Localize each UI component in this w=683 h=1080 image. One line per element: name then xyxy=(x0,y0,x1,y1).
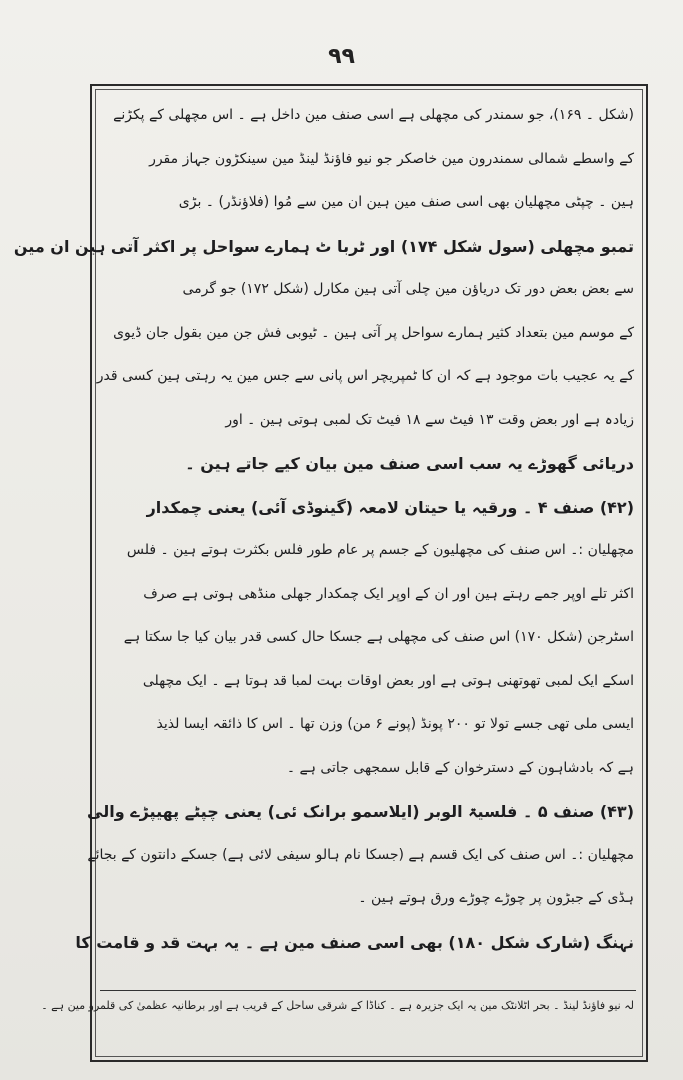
text-line: مچھلیان :۔ اس صنف کی ایک قسم ہے (جسکا نام ہالو سیفی لائی ہے) جسکے دانتون کے بجائے xyxy=(87,846,634,863)
text-line: زیادہ ہے اور بعض وقت ۱۳ فیٹ سے ۱۸ فیٹ تک لمبی ہوتی ہین ۔ اور xyxy=(225,411,634,428)
text-line: اسکے ایک لمبی تھوتھنی ہوتی ہے اور بعض اوقات بہت لمبا قد ہوتا ہے ۔ ایک مچھلی xyxy=(142,672,634,689)
text-line: نہنگ (شارک شکل ۱۸۰) بھی اسی صنف مین ہے ۔ یہ بہت قد و قامت کا xyxy=(75,932,634,952)
text-line: سے بعض بعض دور تک دریاؤن مین چلی آتی ہین مکارل (شکل ۱۷۲) جو گرمی xyxy=(182,281,634,297)
text-line: اسٹرجن (شکل ۱۷۰) اس صنف کی مچھلی ہے جسکا حال کسی قدر بیان کیا جا سکتا ہے xyxy=(123,629,634,645)
section-heading: (۴۳) صنف ۵ ۔ فلسیۃ الوبر (ایلاسمو برانک ئی) یعنی چپٹے پھیپڑے والی xyxy=(87,802,634,821)
text-line: کے موسم مین بتعداد کثیر ہمارے سواحل پر آتی ہین ۔ ٹیوبی فش جن مین بقول جان ڈیوی xyxy=(113,324,634,341)
text-line: (شکل ۔ ۱۶۹)، جو سمندر کی مچھلی ہے اسی صنف مین داخل ہے ۔ اس مچھلی کے پکڑنے xyxy=(113,107,634,123)
body-text xyxy=(13,94,634,964)
section-heading: (۴۲) صنف ۴ ۔ ورقیہ یا حیتان لامعہ (گینوڈی آئی) یعنی چمکدار xyxy=(146,497,634,517)
text-line: ایسی ملی تھی جسے تولا تو ۲۰۰ پونڈ (پونے ۶ من) وزن تھا ۔ اس کا ذائقہ ایسا لذیذ xyxy=(156,716,634,732)
text-line: ہڈی کے جبڑون پر چوڑے چوڑے ورق ہوتے ہین ۔ xyxy=(358,890,634,906)
text-line: مچھلیان :۔ اس صنف کی مچھلیون کے جسم پر عام طور فلس بکثرت ہوتے ہین ۔ فلس xyxy=(126,542,634,558)
text-line: کے یہ عجیب بات موجود ہے کہ ان کا ٹمپریچر اس پانی سے جس مین یہ رہتی ہین کسی قدر xyxy=(96,368,634,384)
text-line: کے واسطے شمالی سمندرون مین خاصکر جو نیو فاؤنڈ لینڈ مین سینکڑون جہاز مقرر xyxy=(149,150,634,167)
text-line: دریائی گھوڑے یہ سب اسی صنف مین بیان کیے جاتے ہین ۔ xyxy=(185,454,634,473)
text-line: ہے کہ بادشاہون کے دسترخوان کے قابل سمجھی جاتی ہے ۔ xyxy=(286,759,634,776)
text-line: ہین ۔ چپٹی مچھلیان بھی اسی صنف مین ہین ان مین سے مُوا (فلاؤنڈر) ۔ بڑی xyxy=(178,194,634,210)
page-number: ۹۹ xyxy=(328,44,355,69)
footnote: لہ نیو فاؤنڈ لینڈ ۔ بحر اٹلانٹک مین یہ ایک جزیرہ ہے ۔ کناڈا کے شرقی ساحل کے قریب ہے اور برطانیہ عظمیٰ کی قلمرو مین ہے ۔ xyxy=(41,999,634,1012)
text-line: تمبو مچھلی (سول شکل ۱۷۴) اور ٹربا ٹ ہمارے سواحل پر اکثر آتی ہین ان مین xyxy=(13,236,634,256)
footnote-divider xyxy=(100,990,636,991)
text-line: اکثر تلے اوپر جمے رہتے ہین اور ان کے اوپر ایک چمکدار جھلی منڈھی ہوتی ہے صرف xyxy=(143,585,634,602)
